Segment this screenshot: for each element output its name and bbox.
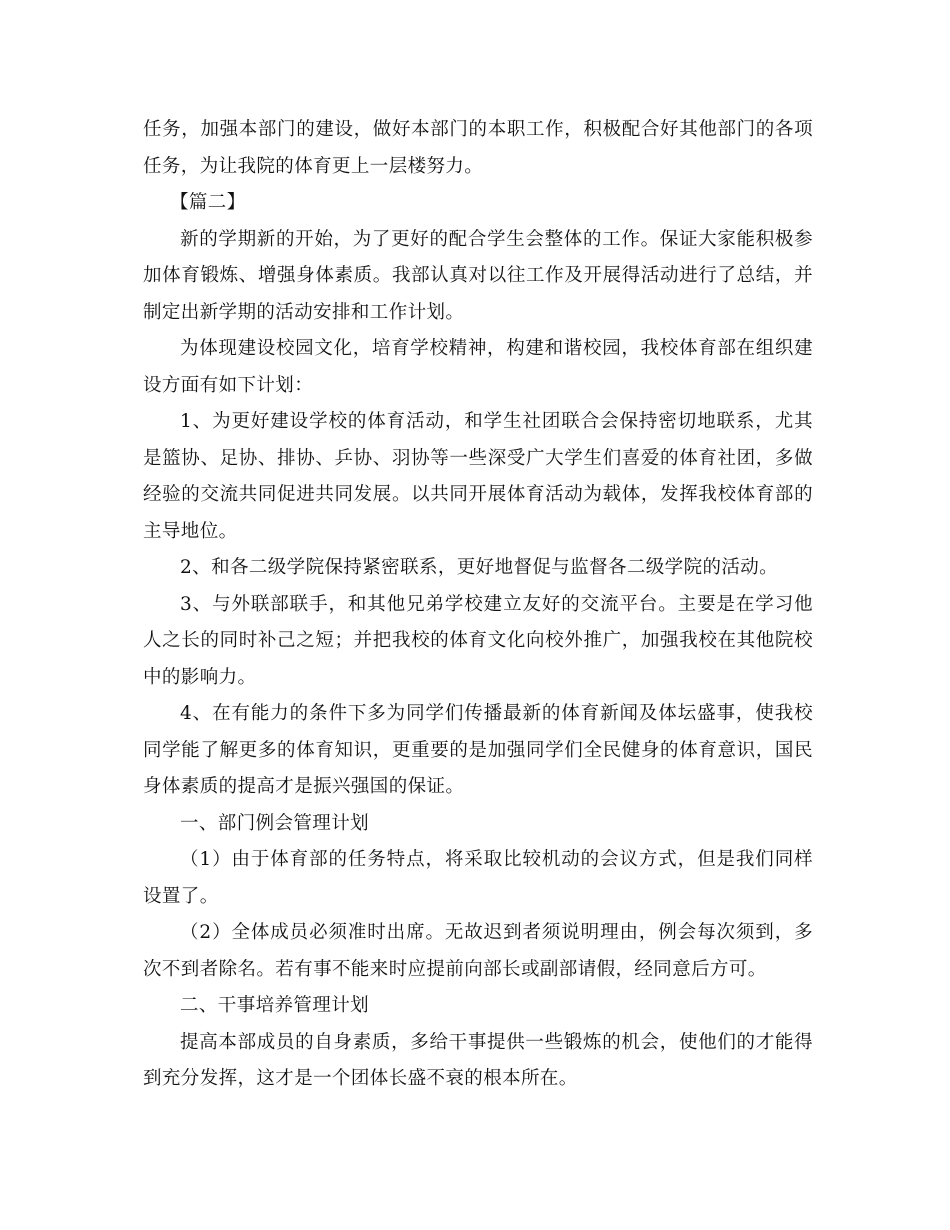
paragraph-intro: 新的学期新的开始，为了更好的配合学生会整体的工作。保证大家能积极参加体育锻炼、增强身体素质。我部认真对以往工作及开展得活动进行了总结，并制定出新学期的活动安排和工作计划。 [143,228,813,323]
paragraph-item-4: 4、在有能力的条件下多为同学们传播最新的体育新闻及体坛盛事，使我校同学能了解更多的体育知识，更重要的是加强同学们全民健身的体育意识，国民身体素质的提高才是振兴强国的保证。 [143,703,813,797]
paragraph-item-2: 2、和各二级学院保持紧密联系，更好地督促与监督各二级学院的活动。 [180,557,779,578]
paragraph-plan-intro: 为体现建设校园文化，培育学校精神，构建和谐校园，我校体育部在组织建设方面有如下计划： [143,338,813,396]
subheading-training-plan: 二、干事培养管理计划 [180,995,370,1016]
paragraph-meeting-1: （1）由于体育部的任务特点，将采取比较机动的会议方式，但是我们同样设置了。 [143,849,813,907]
document-body [143,112,813,1098]
subheading-meeting-plan: 一、部门例会管理计划 [180,812,370,834]
paragraph-continuation: 任务，加强本部门的建设，做好本部门的本职工作，积极配合好其他部门的各项任务，为让我院的体育更上一层楼努力。 [143,119,813,177]
paragraph-item-1: 1、为更好建设学校的体育活动，和学生社团联合会保持密切地联系，尤其是篮协、足协、排协、乒协、羽协等一些深受广大学生们喜爱的体育社团，多做经验的交流共同促进共同发展。以共同开展体育活动为载体，发挥我校体育部的主导地位。 [143,411,813,542]
section-heading: 【篇二】 [170,192,246,213]
paragraph-item-3: 3、与外联部联手，和其他兄弟学校建立友好的交流平台。主要是在学习他人之长的同时补己之短；并把我校的体育文化向校外推广，加强我校在其他院校中的影响力。 [143,593,813,688]
paragraph-meeting-2: （2）全体成员必须准时出席。无故迟到者须说明理由，例会每次须到，多次不到者除名。若有事不能来时应提前向部长或副部请假，经同意后方可。 [143,922,813,980]
paragraph-training: 提高本部成员的自身素质，多给干事提供一些锻炼的机会，使他们的才能得到充分发挥，这才是一个团体长盛不衰的根本所在。 [143,1031,813,1089]
